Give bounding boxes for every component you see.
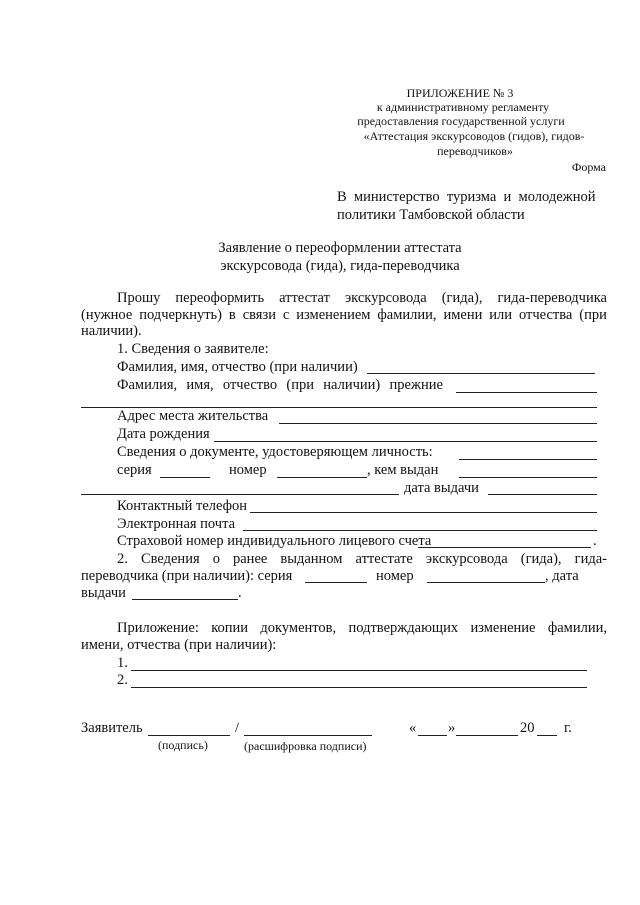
attachment-item-1-label: 1. bbox=[117, 655, 128, 671]
issue-date-field[interactable] bbox=[488, 494, 597, 495]
date-quote-open: « bbox=[409, 720, 417, 736]
attachment-line-1: Приложение: копии документов, подтверждающих изменение фамилии, bbox=[117, 620, 607, 636]
signature-decode-caption: (расшифровка подписи) bbox=[244, 739, 367, 753]
appendix-line-3: «Аттестация экскурсоводов (гидов), гидов- bbox=[363, 129, 585, 143]
id-document-field[interactable] bbox=[459, 459, 597, 460]
section2-issued-label: выдачи bbox=[81, 585, 126, 601]
document-title-line-1: Заявление о переоформлении аттестата bbox=[218, 240, 462, 256]
form-label: Форма bbox=[571, 160, 606, 174]
appendix-line-4: переводчиков» bbox=[437, 144, 513, 158]
signature-slash: / bbox=[235, 720, 240, 736]
intro-line-1: Прошу переоформить аттестат экскурсовода (гида), гида-переводчика bbox=[117, 290, 607, 306]
address-label: Адрес места жительства bbox=[117, 408, 269, 424]
fio-field[interactable] bbox=[367, 373, 595, 374]
issued-by-label: , кем выдан bbox=[367, 462, 439, 478]
date-year-prefix: 20 bbox=[520, 720, 535, 736]
intro-line-3: наличии). bbox=[81, 323, 142, 339]
snils-field[interactable] bbox=[418, 547, 591, 548]
date-year-suffix: г. bbox=[564, 720, 572, 736]
email-field[interactable] bbox=[243, 530, 597, 531]
phone-field[interactable] bbox=[250, 512, 597, 513]
attachment-item-2-label: 2. bbox=[117, 672, 128, 688]
fio-prev-label: Фамилия, имя, отчество (при наличии) прежние bbox=[117, 377, 443, 393]
date-month-field[interactable] bbox=[456, 735, 518, 736]
appendix-title: ПРИЛОЖЕНИЕ № 3 bbox=[406, 86, 514, 100]
attachment-item-1-field[interactable] bbox=[131, 670, 587, 671]
addressee-line-2: политики Тамбовской области bbox=[337, 207, 525, 223]
section2-issue-date-field[interactable] bbox=[132, 599, 238, 600]
issued-by-field-continued[interactable] bbox=[81, 494, 399, 495]
section2-number-label: номер bbox=[376, 568, 414, 584]
signature-decode-field[interactable] bbox=[244, 735, 372, 736]
section2-date-label: , дата bbox=[545, 568, 579, 584]
phone-label: Контактный телефон bbox=[117, 498, 248, 514]
section2-series-label: переводчика (при наличии): серия bbox=[81, 568, 293, 584]
attachment-line-2: имени, отчества (при наличии): bbox=[81, 637, 277, 653]
series-field[interactable] bbox=[160, 477, 210, 478]
snils-label: Страховой номер индивидуального лицевого счета bbox=[117, 533, 432, 549]
fio-label: Фамилия, имя, отчество (при наличии) bbox=[117, 359, 358, 375]
email-label: Электронная почта bbox=[117, 516, 236, 532]
number-field[interactable] bbox=[277, 477, 367, 478]
signature-field[interactable] bbox=[148, 735, 230, 736]
section2-number-field[interactable] bbox=[427, 582, 545, 583]
issued-by-field[interactable] bbox=[459, 477, 597, 478]
applicant-label: Заявитель bbox=[81, 720, 143, 736]
appendix-line-1: к административному регламенту bbox=[376, 100, 550, 114]
attachment-item-2-field[interactable] bbox=[131, 687, 587, 688]
issue-date-label: дата выдачи bbox=[404, 480, 479, 496]
address-field[interactable] bbox=[279, 423, 597, 424]
snils-end: . bbox=[593, 533, 597, 549]
addressee-line-1: В министерство туризма и молодежной bbox=[337, 189, 596, 205]
id-document-label: Сведения о документе, удостоверяющем личность: bbox=[117, 444, 433, 460]
section2-line-1: 2. Сведения о ранее выданном аттестате экскурсовода (гида), гида- bbox=[117, 551, 607, 567]
intro-line-2: (нужное подчеркнуть) в связи с изменением фамилии, имени или отчества (при bbox=[81, 307, 607, 323]
date-year-field[interactable] bbox=[537, 735, 557, 736]
document-title-line-2: экскурсовода (гида), гида-переводчика bbox=[220, 258, 460, 274]
section2-series-field[interactable] bbox=[305, 582, 367, 583]
appendix-line-2: предоставления государственной услуги bbox=[357, 114, 565, 128]
birth-date-field[interactable] bbox=[214, 441, 597, 442]
birth-date-label: Дата рождения bbox=[117, 426, 210, 442]
date-day-field[interactable] bbox=[418, 735, 447, 736]
number-label: номер bbox=[229, 462, 267, 478]
section2-end: . bbox=[238, 585, 242, 601]
signature-caption: (подпись) bbox=[158, 738, 208, 752]
series-label: серия bbox=[117, 462, 152, 478]
fio-prev-field[interactable] bbox=[456, 392, 597, 393]
section1-heading: 1. Сведения о заявителе: bbox=[117, 341, 269, 357]
date-quote-close: » bbox=[448, 720, 456, 736]
